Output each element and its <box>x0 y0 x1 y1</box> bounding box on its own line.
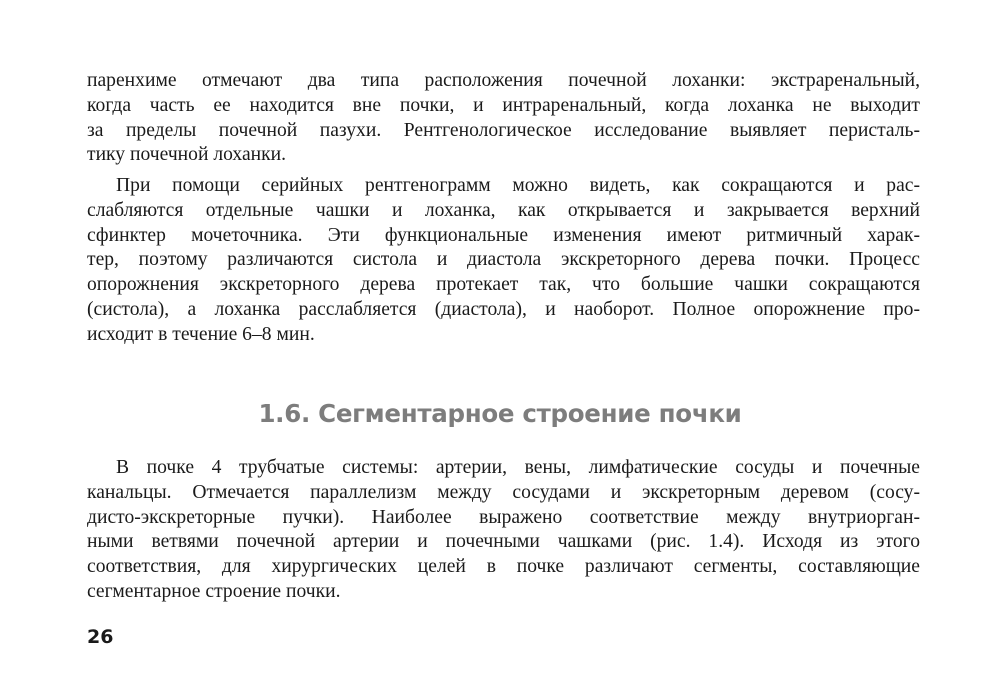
paragraph-line: сегментарное строение почки. <box>87 580 341 602</box>
paragraph-pelvis-types <box>87 69 920 168</box>
paragraph-line: В почке 4 трубчатые системы: артерии, вены, лимфатические сосуды и почечные <box>116 457 920 478</box>
paragraph-line: соответствия, для хирургических целей в почке различают сегменты, составляющие <box>87 556 920 578</box>
paragraph-line: (систола), а лоханка расслабляется (диастола), и наоборот. Полное опорожнение про- <box>87 298 920 320</box>
paragraph-line: когда часть ее находится вне почки, и интраренальный, когда лоханка не выходит <box>87 94 920 116</box>
paragraph-serial-xray <box>87 174 920 348</box>
paragraph-line: При помощи серийных рентгенограмм можно видеть, как сокращаются и рас- <box>116 175 920 196</box>
page-number: 26 <box>87 626 114 648</box>
paragraph-line: исходит в течение 6–8 мин. <box>87 323 315 345</box>
paragraph-line: тику почечной лоханки. <box>87 144 287 166</box>
paragraph-line: дисто-экскреторные пучки). Наиболее выражено соответствие между внутриорган- <box>87 506 920 528</box>
paragraph-line: за пределы почечной пазухи. Рентгенологическое исследование выявляет перисталь- <box>87 119 920 141</box>
paragraph-segments <box>87 456 920 605</box>
section-heading: 1.6. Сегментарное строение почки <box>258 399 742 428</box>
paragraph-line: слабляются отдельные чашки и лоханка, как открывается и закрывается верхний <box>87 199 920 221</box>
paragraph-line: канальцы. Отмечается параллелизм между сосудами и экскреторным деревом (сосу- <box>87 481 920 503</box>
paragraph-line: тер, поэтому различаются систола и диастола экскреторного дерева почки. Процесс <box>87 249 920 271</box>
paragraph-line: паренхиме отмечают два типа расположения почечной лоханки: экстраренальный, <box>87 70 920 91</box>
paragraph-line: сфинктер мочеточника. Эти функциональные изменения имеют ритмичный харак- <box>87 224 920 246</box>
paragraph-line: ными ветвями почечной артерии и почечными чашками (рис. 1.4). Исходя из этого <box>87 531 920 553</box>
paragraph-line: опорожнения экскреторного дерева протекает так, что большие чашки сокращаются <box>87 274 920 296</box>
